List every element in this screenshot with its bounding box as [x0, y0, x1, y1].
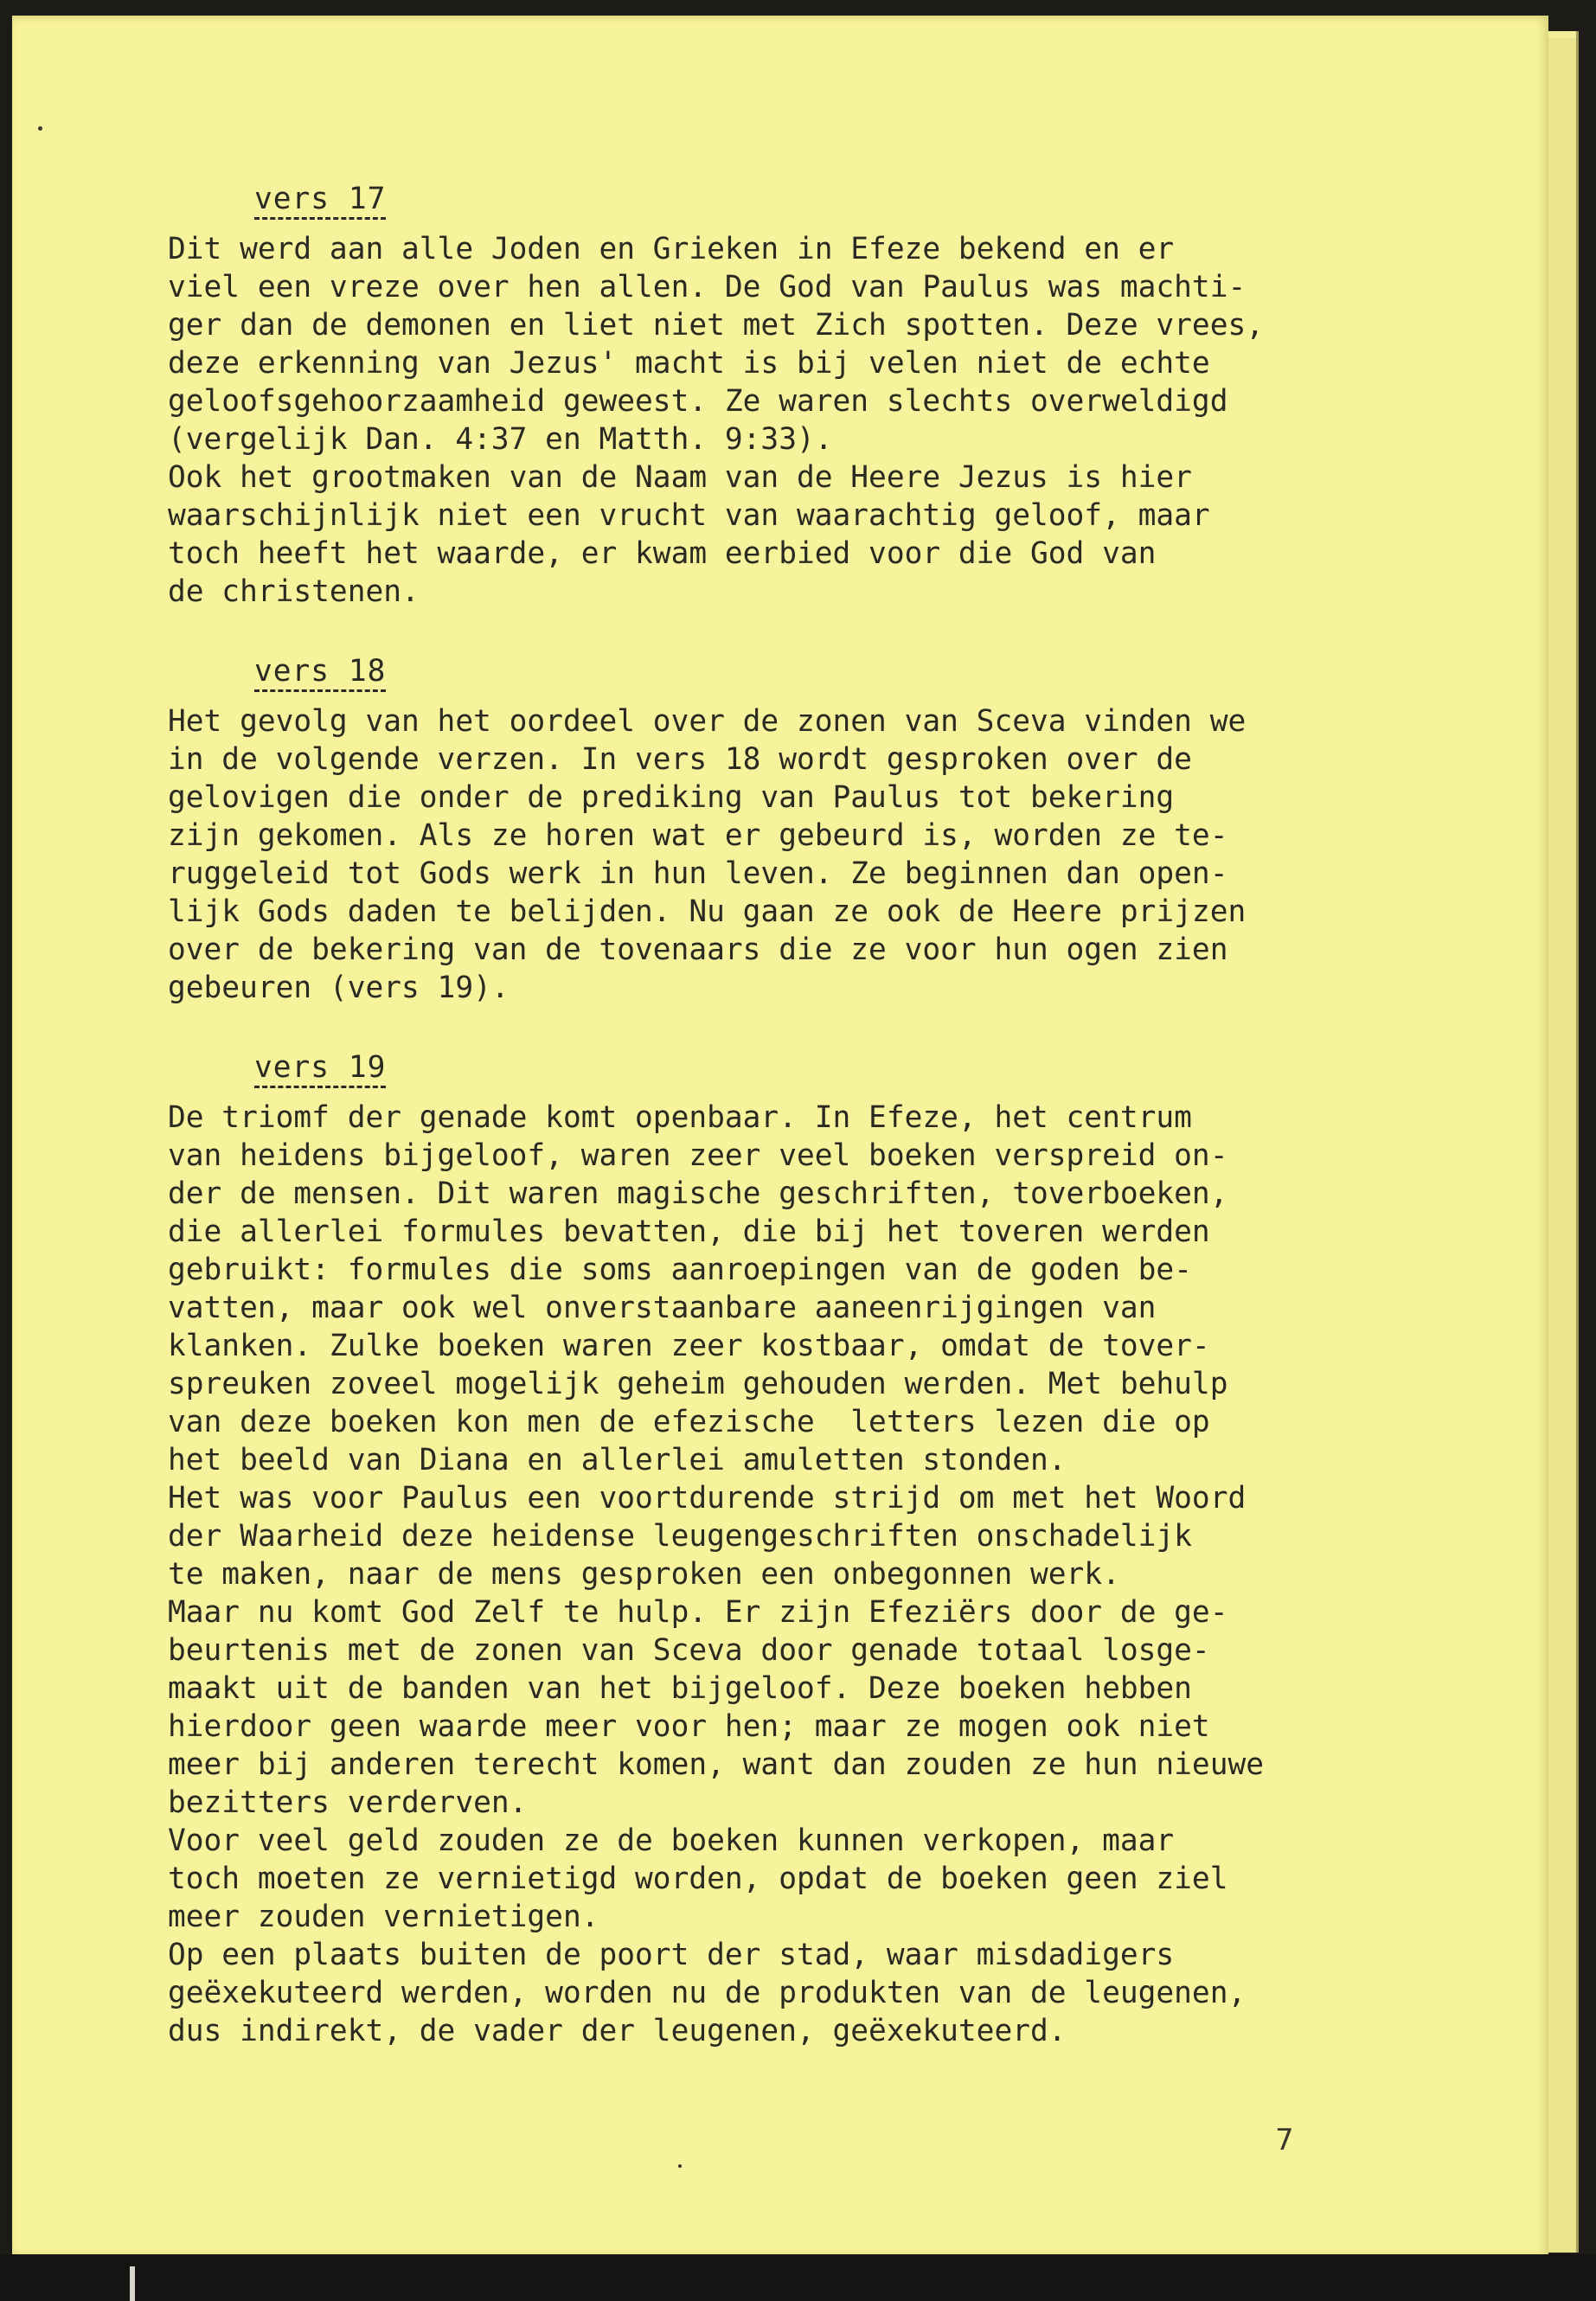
- text-line: der de mensen. Dit waren magische geschriften, toverboeken,: [168, 1176, 1228, 1211]
- section-heading: vers 18: [254, 652, 1379, 690]
- text-line: geloofsgehoorzaamheid geweest. Ze waren slechts overweldigd: [168, 384, 1228, 419]
- text-line: waarschijnlijk niet een vrucht van waarachtig geloof, maar: [168, 498, 1210, 533]
- text-line: maakt uit de banden van het bijgeloof. Deze boeken hebben: [168, 1671, 1192, 1706]
- text-line: Voor veel geld zouden ze de boeken kunnen verkopen, maar: [168, 1823, 1175, 1858]
- binding-mark: [130, 2266, 135, 2301]
- text-line: meer zouden vernietigen.: [168, 1900, 599, 1934]
- text-line: gebruikt: formules die soms aanroepingen van de goden be-: [168, 1253, 1192, 1287]
- page-content: [168, 180, 1379, 2092]
- text-line: gelovigen die onder de prediking van Paulus tot bekering: [168, 780, 1175, 815]
- text-line: Het was voor Paulus een voortdurende strijd om met het Woord: [168, 1481, 1247, 1516]
- text-line: in de volgende verzen. In vers 18 wordt gesproken over de: [168, 742, 1192, 777]
- text-line: ger dan de demonen en liet niet met Zich spotten. Deze vrees,: [168, 308, 1265, 343]
- text-line: zijn gekomen. Als ze horen wat er gebeurd is, worden ze te-: [168, 818, 1228, 853]
- text-line: Dit werd aan alle Joden en Grieken in Efeze bekend en er: [168, 232, 1175, 266]
- text-line: De triomf der genade komt openbaar. In Efeze, het centrum: [168, 1100, 1192, 1135]
- speck: [678, 2164, 682, 2168]
- text-line: lijk Gods daden te belijden. Nu gaan ze ook de Heere prijzen: [168, 894, 1247, 929]
- text-line: hierdoor geen waarde meer voor hen; maar ze mogen ook niet: [168, 1709, 1210, 1744]
- text-line: der Waarheid deze heidense leugengeschriften onschadelijk: [168, 1519, 1192, 1554]
- scan-bottom-edge: [0, 2254, 1596, 2301]
- text-line: Maar nu komt God Zelf te hulp. Er zijn Efeziërs door de ge-: [168, 1595, 1228, 1630]
- text-line: het beeld van Diana en allerlei amuletten stonden.: [168, 1443, 1067, 1477]
- section-vers-19: [168, 1048, 1379, 2050]
- text-line: spreuken zoveel mogelijk geheim gehouden werden. Met behulp: [168, 1367, 1228, 1401]
- text-line: vatten, maar ook wel onverstaanbare aaneenrijgingen van: [168, 1291, 1157, 1325]
- text-line: Het gevolg van het oordeel over de zonen van Sceva vinden we: [168, 704, 1247, 739]
- text-line: gebeuren (vers 19).: [168, 971, 510, 1005]
- text-line: over de bekering van de tovenaars die ze voor hun ogen zien: [168, 933, 1228, 967]
- text-line: klanken. Zulke boeken waren zeer kostbaar, omdat de tover-: [168, 1329, 1210, 1363]
- text-line: geëxekuteerd werden, worden nu de produkten van de leugenen,: [168, 1976, 1247, 2010]
- speck: [38, 126, 42, 131]
- section-vers-18: [168, 652, 1379, 1007]
- text-line: deze erkenning van Jezus' macht is bij velen niet de echte: [168, 346, 1210, 381]
- text-line: die allerlei formules bevatten, die bij het toveren werden: [168, 1215, 1210, 1249]
- section-heading: vers 19: [254, 1048, 1379, 1086]
- text-line: ruggeleid tot Gods werk in hun leven. Ze beginnen dan open-: [168, 856, 1228, 891]
- text-line: meer bij anderen terecht komen, want dan zouden ze hun nieuwe: [168, 1747, 1265, 1782]
- text-line: toch moeten ze vernietigd worden, opdat de boeken geen ziel: [168, 1862, 1228, 1896]
- text-line: (vergelijk Dan. 4:37 en Matth. 9:33).: [168, 422, 833, 457]
- text-line: Ook het grootmaken van de Naam van de Heere Jezus is hier: [168, 460, 1192, 495]
- section-heading: vers 17: [254, 180, 1379, 218]
- section-vers-17: [168, 180, 1379, 611]
- text-line: bezitters verderven.: [168, 1785, 528, 1820]
- text-line: van heidens bijgeloof, waren zeer veel boeken verspreid on-: [168, 1138, 1228, 1173]
- text-line: Op een plaats buiten de poort der stad, waar misdadigers: [168, 1938, 1175, 1972]
- page-number: 7: [1275, 2123, 1294, 2157]
- text-line: van deze boeken kon men de efezische letters lezen die op: [168, 1405, 1210, 1439]
- text-line: beurtenis met de zonen van Sceva door genade totaal losge-: [168, 1633, 1210, 1668]
- document-page: [12, 16, 1548, 2254]
- text-line: dus indirekt, de vader der leugenen, geëxekuteerd.: [168, 2014, 1067, 2048]
- text-line: te maken, naar de mens gesproken een onbegonnen werk.: [168, 1557, 1120, 1592]
- text-line: toch heeft het waarde, er kwam eerbied voor die God van: [168, 536, 1157, 571]
- text-line: de christenen.: [168, 574, 420, 609]
- text-line: viel een vreze over hen allen. De God van Paulus was machti-: [168, 270, 1247, 304]
